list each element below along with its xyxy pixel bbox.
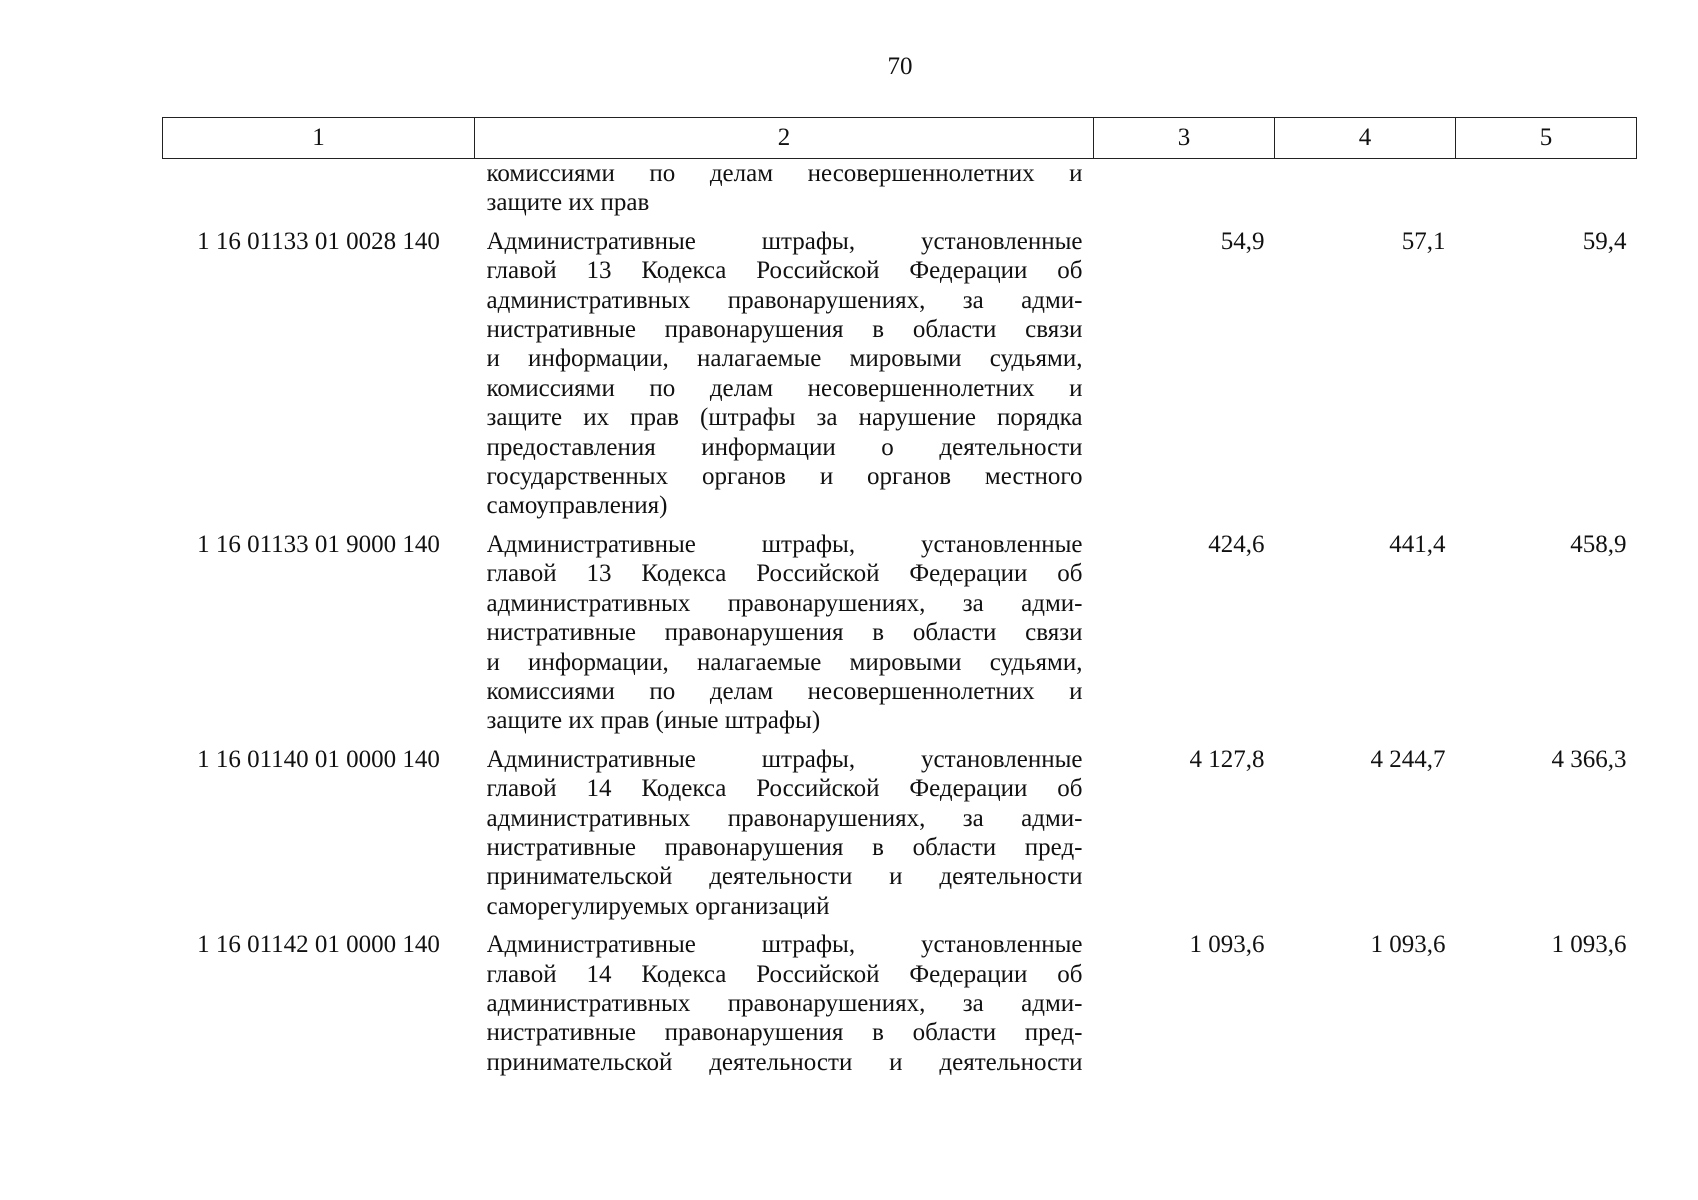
description-line: Административные штрафы, установленные	[486, 931, 1083, 959]
value-cell-4: 4 244,7	[1370, 745, 1446, 773]
description-line: комиссиями по делам несовершеннолетних и	[486, 677, 1083, 705]
description-cell	[475, 736, 1094, 921]
description-line: Административные штрафы, установленные	[486, 227, 1083, 255]
budget-code-cell: 1 16 01133 01 0028 140	[197, 227, 440, 255]
description-cell	[475, 218, 1094, 521]
column-header-3: 3	[1094, 118, 1275, 159]
value-cell-3: 4 127,8	[1189, 745, 1265, 773]
table-row	[163, 736, 1637, 921]
value-cell-5: 4 366,3	[1551, 745, 1627, 773]
description-line: комиссиями по делам несовершеннолетних и	[486, 374, 1083, 402]
value-cell-3	[1094, 159, 1275, 218]
description-cell	[475, 159, 1094, 218]
table-row	[163, 921, 1637, 1077]
description-line: Административные штрафы, установленные	[486, 530, 1083, 558]
description-line: защите их прав (иные штрафы)	[486, 707, 821, 735]
value-cell-4: 441,4	[1389, 530, 1446, 558]
value-cell-5	[1456, 159, 1637, 218]
description-line: нистративные правонарушения в области пред-	[486, 1019, 1083, 1047]
description-line: административных правонарушениях, за адми-	[486, 589, 1083, 617]
budget-code-cell: 1 16 01140 01 0000 140	[197, 745, 440, 773]
value-cell-4: 57,1	[1401, 227, 1446, 255]
description-line: и информации, налагаемые мировыми судьями,	[486, 648, 1083, 676]
description-line: защите их прав	[486, 189, 650, 217]
budget-table	[162, 117, 1637, 1077]
budget-code-cell: 1 16 01142 01 0000 140	[197, 931, 440, 959]
table-header	[163, 118, 1637, 159]
value-cell-4	[1275, 159, 1456, 218]
column-header-5: 5	[1456, 118, 1637, 159]
table-header-row	[163, 118, 1637, 159]
description-line: нистративные правонарушения в области связи	[486, 316, 1083, 344]
description-line: и информации, налагаемые мировыми судьями,	[486, 345, 1083, 373]
value-cell-4: 1 093,6	[1370, 931, 1446, 959]
column-header-4: 4	[1275, 118, 1456, 159]
description-line: саморегулируемых организаций	[486, 892, 830, 920]
column-header-2: 2	[475, 118, 1094, 159]
page-number: 70	[887, 53, 913, 80]
description-line: Административные штрафы, установленные	[486, 745, 1083, 773]
value-cell-3: 424,6	[1208, 530, 1265, 558]
description-line: главой 14 Кодекса Российской Федерации об	[486, 960, 1083, 988]
description-line: административных правонарушениях, за адми-	[486, 989, 1083, 1017]
continuation-row	[163, 159, 1637, 218]
description-cell	[475, 921, 1094, 1077]
description-line: комиссиями по делам несовершеннолетних и	[486, 160, 1083, 187]
table-row	[163, 521, 1637, 736]
value-cell-3: 1 093,6	[1189, 931, 1265, 959]
code-cell	[163, 159, 475, 218]
description-line: нистративные правонарушения в области пред-	[486, 833, 1083, 861]
table-body	[163, 159, 1637, 1078]
budget-code-cell: 1 16 01133 01 9000 140	[197, 530, 440, 558]
column-header-1: 1	[163, 118, 475, 159]
description-line: защите их прав (штрафы за нарушение порядка	[486, 404, 1083, 432]
description-cell	[475, 521, 1094, 736]
description-line: нистративные правонарушения в области связи	[486, 619, 1083, 647]
description-line: административных правонарушениях, за адми-	[486, 804, 1083, 832]
value-cell-5: 59,4	[1582, 227, 1627, 255]
value-cell-5: 1 093,6	[1551, 931, 1627, 959]
table-row	[163, 218, 1637, 521]
description-line: главой 13 Кодекса Российской Федерации об	[486, 257, 1083, 285]
description-line: принимательской деятельности и деятельности	[486, 863, 1083, 891]
value-cell-5: 458,9	[1570, 530, 1627, 558]
description-line: главой 13 Кодекса Российской Федерации об	[486, 560, 1083, 588]
description-line: административных правонарушениях, за адми-	[486, 286, 1083, 314]
value-cell-3: 54,9	[1220, 227, 1265, 255]
description-line: главой 14 Кодекса Российской Федерации об	[486, 775, 1083, 803]
description-line: самоуправления)	[486, 492, 668, 520]
description-line: принимательской деятельности и деятельности	[486, 1048, 1083, 1076]
description-line: государственных органов и органов местного	[486, 463, 1083, 491]
description-line: предоставления информации о деятельности	[486, 433, 1083, 461]
